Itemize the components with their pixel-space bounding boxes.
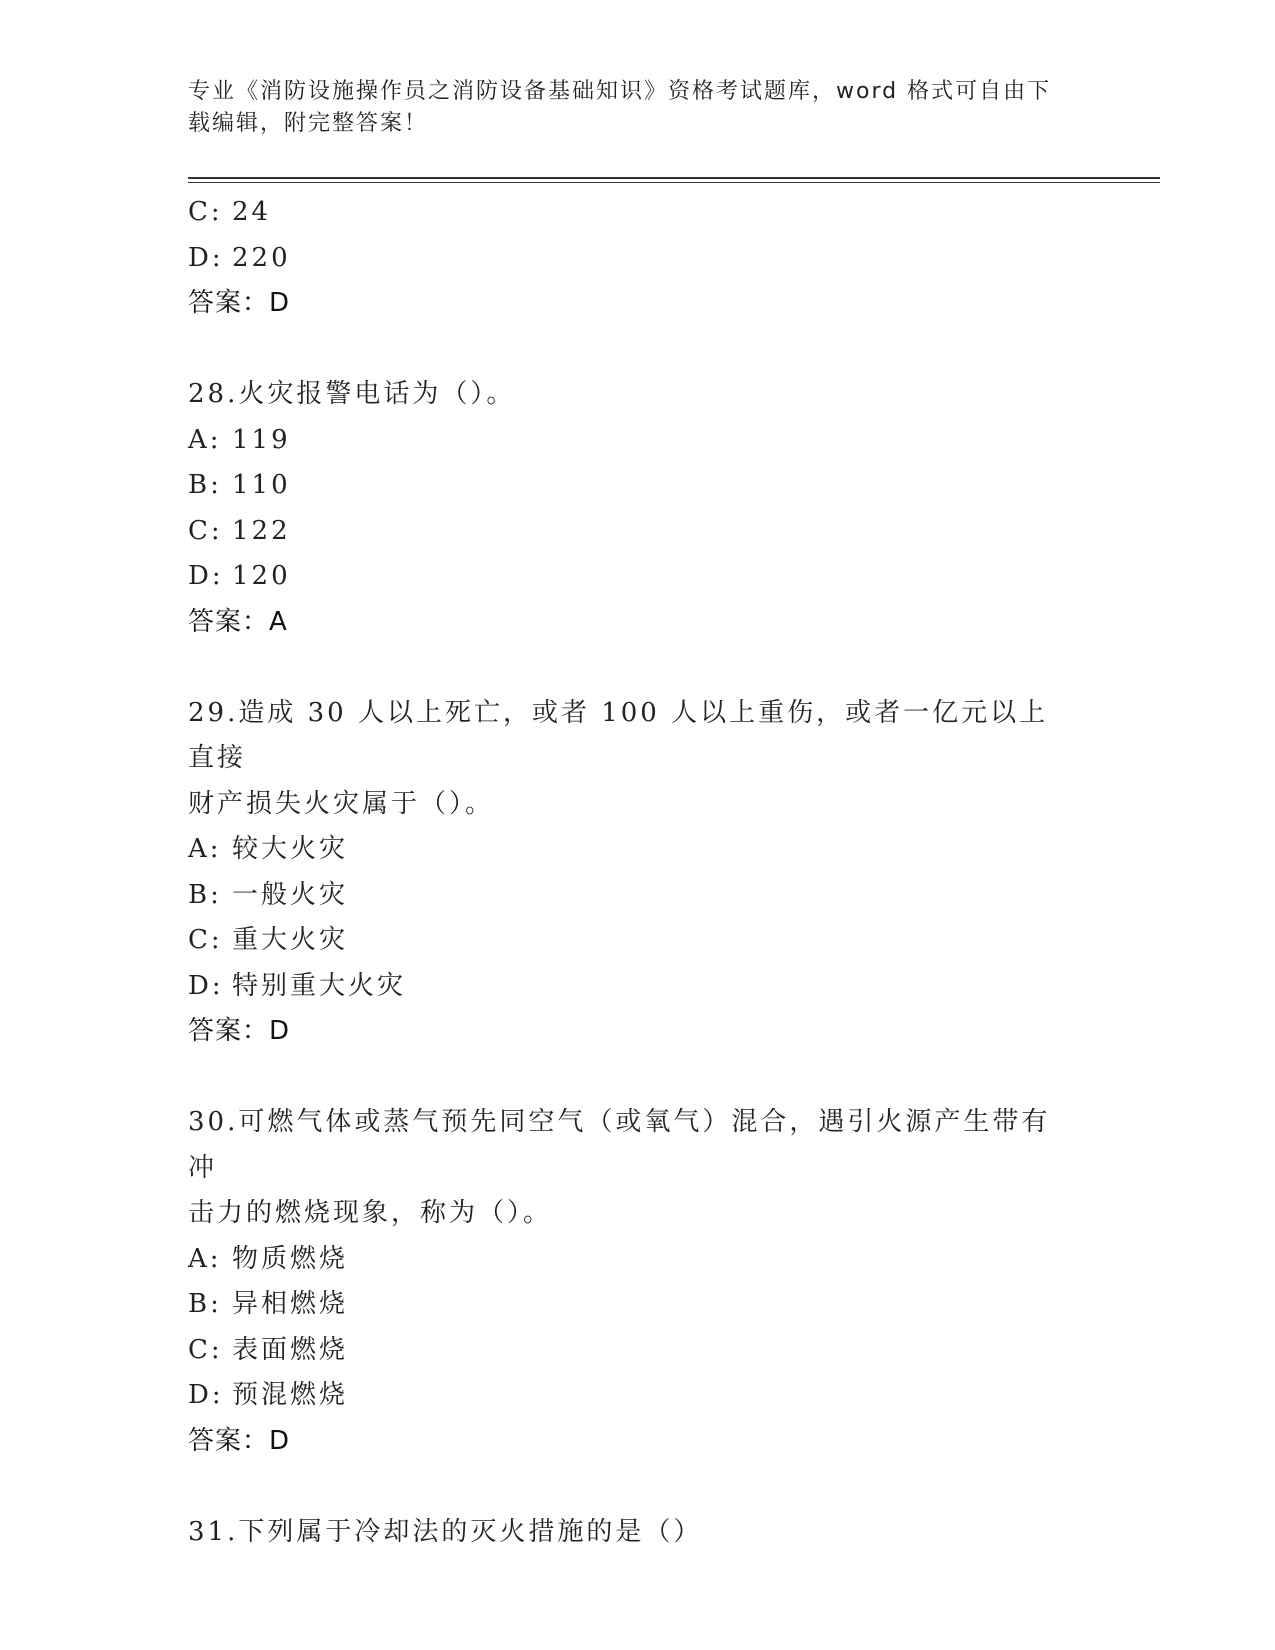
option-text: 物质燃烧 [232,1243,349,1274]
option-c [188,190,1088,236]
spacer [188,327,1088,373]
question-29 [188,691,1088,1055]
spacer [188,645,1088,691]
option-text: 220 [232,242,291,273]
option-text: 119 [232,424,291,455]
option-c [188,918,1088,964]
answer-line: 答案：D [188,1016,291,1046]
option-label: D: [188,1380,224,1410]
option-a [188,1237,1088,1283]
option-text: 120 [232,561,291,591]
spacer [188,1464,1088,1510]
option-b [188,463,1088,509]
document-header [188,76,1068,140]
option-text: 特别重大火灾 [232,970,407,1001]
option-label: C: [188,1334,223,1365]
question-30 [188,1100,1088,1464]
question-stem-line-2: 财产损失火灾属于（）。 [188,788,495,819]
answer-line: 答案：A [188,606,288,637]
option-text: 预混燃烧 [232,1380,349,1410]
option-c [188,509,1088,555]
question-stem-line-1: 29.造成 30 人以上死亡，或者 100 人以上重伤，或者一亿元以上直接 [188,697,1049,773]
question-stem: 28.火灾报警电话为（）。 [188,379,516,409]
option-b [188,873,1088,919]
header-line-2: 载编辑，附完整答案！ [188,111,429,136]
option-d [188,236,1088,282]
option-label: B: [188,1289,222,1319]
question-stem-line-2: 击力的燃烧现象，称为（）。 [188,1198,553,1228]
option-text: 重大火灾 [232,925,349,955]
option-a [188,827,1088,873]
header-divider-thick [188,177,1160,179]
option-label: D: [188,242,224,273]
option-label: A: [188,834,222,864]
option-label: D: [188,970,224,1001]
option-text: 较大火灾 [232,834,349,864]
option-b [188,1282,1088,1328]
question-31 [188,1510,1088,1556]
option-text: 异相燃烧 [232,1289,349,1319]
option-label: A: [188,1243,222,1274]
option-label: B: [188,470,222,500]
option-label: D: [188,561,224,591]
question-28 [188,372,1088,645]
question-stem-line-1: 30.可燃气体或蒸气预先同空气（或氧气）混合，遇引火源产生带有冲 [188,1107,1051,1183]
option-text: 一般火灾 [232,879,349,910]
option-d [188,554,1088,600]
option-text: 表面燃烧 [232,1334,349,1365]
option-a [188,418,1088,464]
question-stem: 31.下列属于冷却法的灭火措施的是（） [188,1516,703,1547]
option-label: C: [188,925,223,955]
option-text: 122 [232,515,291,546]
option-c [188,1328,1088,1374]
header-divider-thin [188,182,1160,183]
spacer [188,1055,1088,1101]
question-list [188,190,1088,1555]
option-label: C: [188,515,223,546]
option-label: A: [188,424,222,455]
header-line-1: 专业《消防设施操作员之消防设备基础知识》资格考试题库，word 格式可自由下 [188,79,1052,104]
option-d [188,964,1088,1010]
answer-line: 答案：D [188,1425,291,1456]
question-27-tail [188,190,1088,327]
option-label: B: [188,879,222,910]
option-text: 24 [232,197,272,227]
answer-line: 答案：D [188,288,291,318]
option-d [188,1373,1088,1419]
option-label: C: [188,197,223,227]
option-text: 110 [232,470,291,500]
